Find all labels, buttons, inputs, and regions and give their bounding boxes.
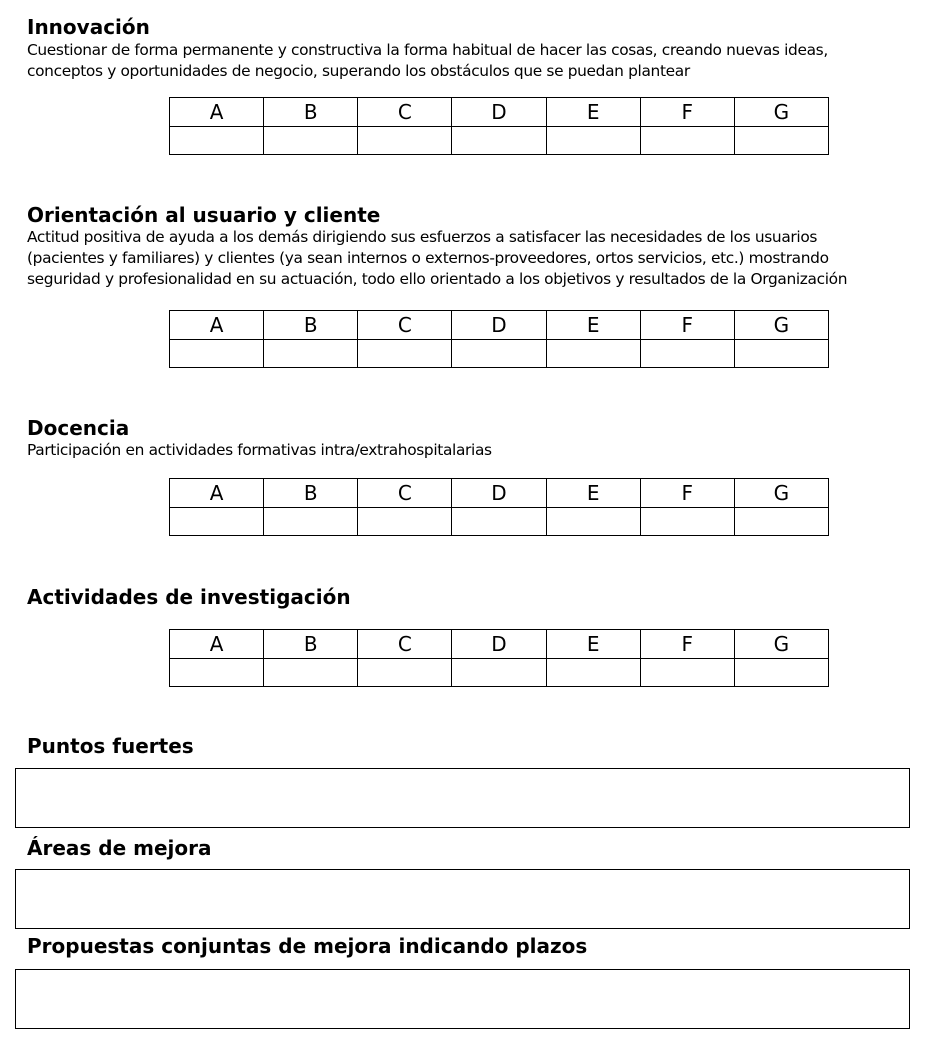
section-title-innovacion: Innovación (27, 15, 150, 39)
section-description-docencia (27, 440, 927, 461)
grade-header-row (170, 479, 829, 508)
grade-cell-g[interactable] (734, 127, 828, 155)
grade-header-e: E (546, 630, 640, 659)
grade-cell-f[interactable] (640, 659, 734, 687)
section-title-areas-mejora: Áreas de mejora (27, 836, 212, 860)
grade-header-g: G (734, 479, 828, 508)
grade-header-a: A (170, 311, 264, 340)
grade-cell-d[interactable] (452, 508, 546, 536)
grade-header-row (170, 98, 829, 127)
grade-cell-f[interactable] (640, 127, 734, 155)
grade-header-row (170, 311, 829, 340)
grade-cell-c[interactable] (358, 127, 452, 155)
grade-table-orientacion (169, 310, 829, 368)
section-title-investigacion: Actividades de investigación (27, 585, 351, 609)
description-line: conceptos y oportunidades de negocio, superando los obstáculos que se puedan plantear (27, 62, 690, 80)
description-line: Actitud positiva de ayuda a los demás dirigiendo sus esfuerzos a satisfacer las necesidades de los usuarios (27, 228, 818, 246)
grade-header-a: A (170, 630, 264, 659)
grade-input-row (170, 127, 829, 155)
grade-cell-b[interactable] (264, 127, 358, 155)
grade-input-row (170, 508, 829, 536)
grade-header-g: G (734, 98, 828, 127)
grade-header-b: B (264, 479, 358, 508)
grade-cell-a[interactable] (170, 340, 264, 368)
grade-cell-c[interactable] (358, 340, 452, 368)
description-line: Cuestionar de forma permanente y constructiva la forma habitual de hacer las cosas, creando nuevas ideas, (27, 41, 828, 59)
grade-header-b: B (264, 630, 358, 659)
grade-header-f: F (640, 98, 734, 127)
grade-cell-b[interactable] (264, 340, 358, 368)
grade-cell-e[interactable] (546, 508, 640, 536)
grade-input-row (170, 340, 829, 368)
grade-cell-c[interactable] (358, 659, 452, 687)
grade-header-a: A (170, 479, 264, 508)
grade-header-c: C (358, 479, 452, 508)
section-description-innovacion (27, 40, 927, 82)
grade-input-row (170, 659, 829, 687)
grade-header-d: D (452, 311, 546, 340)
grade-table-innovacion (169, 97, 829, 155)
grade-cell-c[interactable] (358, 508, 452, 536)
grade-cell-f[interactable] (640, 340, 734, 368)
grade-header-e: E (546, 98, 640, 127)
grade-cell-d[interactable] (452, 340, 546, 368)
areas-mejora-textbox[interactable] (15, 869, 910, 929)
grade-header-c: C (358, 311, 452, 340)
section-title-puntos-fuertes: Puntos fuertes (27, 734, 194, 758)
grade-cell-a[interactable] (170, 127, 264, 155)
grade-header-a: A (170, 98, 264, 127)
grade-header-b: B (264, 98, 358, 127)
description-line: (pacientes y familiares) y clientes (ya sean internos o externos-proveedores, ortos servicios, etc.) mostrando (27, 249, 829, 267)
grade-cell-b[interactable] (264, 659, 358, 687)
grade-header-f: F (640, 630, 734, 659)
grade-header-c: C (358, 630, 452, 659)
grade-header-row (170, 630, 829, 659)
grade-header-f: F (640, 311, 734, 340)
grade-cell-e[interactable] (546, 659, 640, 687)
grade-header-d: D (452, 630, 546, 659)
grade-cell-g[interactable] (734, 508, 828, 536)
grade-header-c: C (358, 98, 452, 127)
grade-cell-d[interactable] (452, 127, 546, 155)
grade-header-g: G (734, 311, 828, 340)
grade-table-docencia (169, 478, 829, 536)
description-line: seguridad y profesionalidad en su actuación, todo ello orientado a los objetivos y resultados de la Organización (27, 270, 848, 288)
grade-header-e: E (546, 311, 640, 340)
grade-header-g: G (734, 630, 828, 659)
description-line: Participación en actividades formativas intra/extrahospitalarias (27, 441, 492, 459)
grade-table-investigacion (169, 629, 829, 687)
grade-header-e: E (546, 479, 640, 508)
grade-header-b: B (264, 311, 358, 340)
grade-cell-g[interactable] (734, 659, 828, 687)
grade-cell-a[interactable] (170, 508, 264, 536)
grade-cell-b[interactable] (264, 508, 358, 536)
grade-header-d: D (452, 98, 546, 127)
grade-cell-e[interactable] (546, 127, 640, 155)
grade-cell-g[interactable] (734, 340, 828, 368)
grade-cell-d[interactable] (452, 659, 546, 687)
section-description-orientacion (27, 227, 927, 290)
section-title-propuestas: Propuestas conjuntas de mejora indicando plazos (27, 934, 588, 958)
grade-cell-f[interactable] (640, 508, 734, 536)
grade-header-f: F (640, 479, 734, 508)
grade-header-d: D (452, 479, 546, 508)
grade-cell-e[interactable] (546, 340, 640, 368)
section-title-orientacion: Orientación al usuario y cliente (27, 203, 381, 227)
puntos-fuertes-textbox[interactable] (15, 768, 910, 828)
section-title-docencia: Docencia (27, 416, 130, 440)
grade-cell-a[interactable] (170, 659, 264, 687)
propuestas-textbox[interactable] (15, 969, 910, 1029)
